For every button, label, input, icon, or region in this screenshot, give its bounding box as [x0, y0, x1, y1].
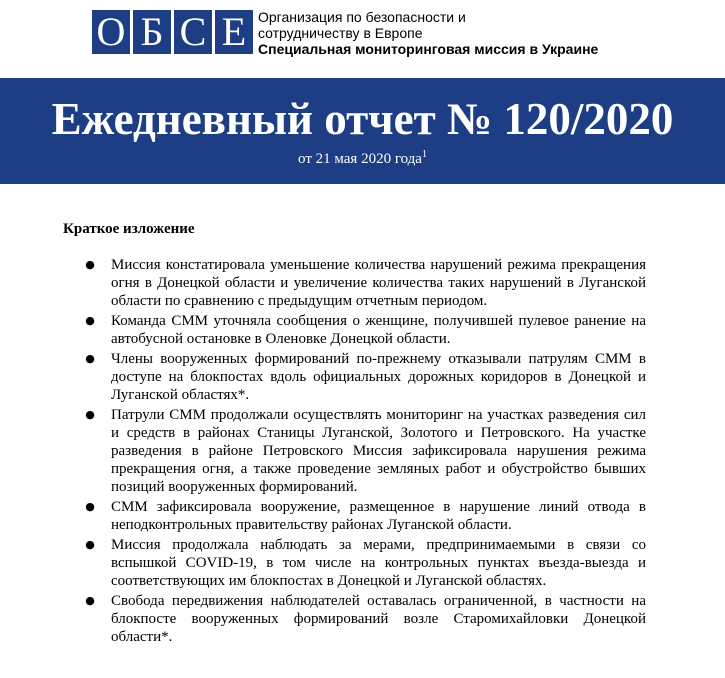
- title-banner: [0, 78, 725, 184]
- logo-letter-o: О: [92, 10, 130, 54]
- report-header: [0, 0, 725, 78]
- footnote-marker[interactable]: 1: [421, 149, 427, 160]
- list-item-text: СММ зафиксировала вооружение, размещенное в нарушение линий отвода в неподконтрольных правительству районах Луганской области.: [111, 499, 646, 533]
- report-title: Ежедневный отчет № 120/2020: [51, 94, 674, 144]
- bullet-icon: ●: [85, 258, 95, 271]
- bullet-icon: ●: [85, 408, 95, 421]
- org-line-1: Организация по безопасности и: [258, 9, 466, 25]
- list-item-text: Миссия констатировала уменьшение количества нарушений режима прекращения огня в Донецкой области и увеличение количества таких нарушений в Луганской области по сравнению с предыдущим отчетным периодом.: [111, 257, 646, 309]
- summary-list: [84, 256, 646, 648]
- organization-name: [258, 9, 598, 57]
- list-item: [84, 350, 646, 404]
- list-item-text: Команда СММ уточняла сообщения о женщине, получившей пулевое ранение на автобусной остановке в Оленовке Донецкой области.: [111, 313, 646, 347]
- logo-letter-b: Б: [133, 10, 171, 54]
- bullet-icon: ●: [85, 500, 95, 513]
- list-item: [84, 406, 646, 496]
- bullet-icon: ●: [85, 538, 95, 551]
- list-item-text: Патрули СММ продолжали осуществлять мониторинг на участках разведения сил и средств в районах Станицы Луганской, Золотого и Петровского. На участке разведения в районе Петровского Миссия зафиксировала нарушения режима прекращения огня, а также проведение земляных работ и обустройство бывших позиций вооруженных формирований.: [111, 407, 646, 495]
- bullet-icon: ●: [85, 594, 95, 607]
- bullet-icon: ●: [85, 314, 95, 327]
- list-item-text: Члены вооруженных формирований по-прежнему отказывали патрулям СММ в доступе на блокпостах вдоль официальных дорожных коридоров в Донецкой и Луганской областях*.: [111, 351, 646, 403]
- list-item-text: Свобода передвижения наблюдателей оставалась ограниченной, в частности на блокпосте вооруженных формирований возле Старомихайловки Донецкой области*.: [111, 593, 646, 645]
- logo-letter-s: С: [174, 10, 212, 54]
- list-item: [84, 498, 646, 534]
- summary-heading: Краткое изложение: [63, 221, 195, 237]
- list-item: [84, 256, 646, 310]
- list-item: [84, 592, 646, 646]
- list-item: [84, 312, 646, 348]
- mission-name: Специальная мониторинговая миссия в Украине: [258, 41, 599, 57]
- list-item: [84, 536, 646, 590]
- bullet-icon: ●: [85, 352, 95, 365]
- report-date-line: [0, 150, 725, 168]
- report-date: от 21 мая 2020 года: [298, 151, 422, 167]
- osce-logo: [92, 10, 253, 54]
- logo-letter-e: Е: [215, 10, 253, 54]
- org-line-2: сотрудничеству в Европе: [258, 25, 423, 41]
- list-item-text: Миссия продолжала наблюдать за мерами, предпринимаемыми в связи со вспышкой COVID-19, в том числе на контрольных пунктах въезда-выезда и соответствующих им блокпостах в Донецкой и Луганской областях.: [111, 537, 646, 589]
